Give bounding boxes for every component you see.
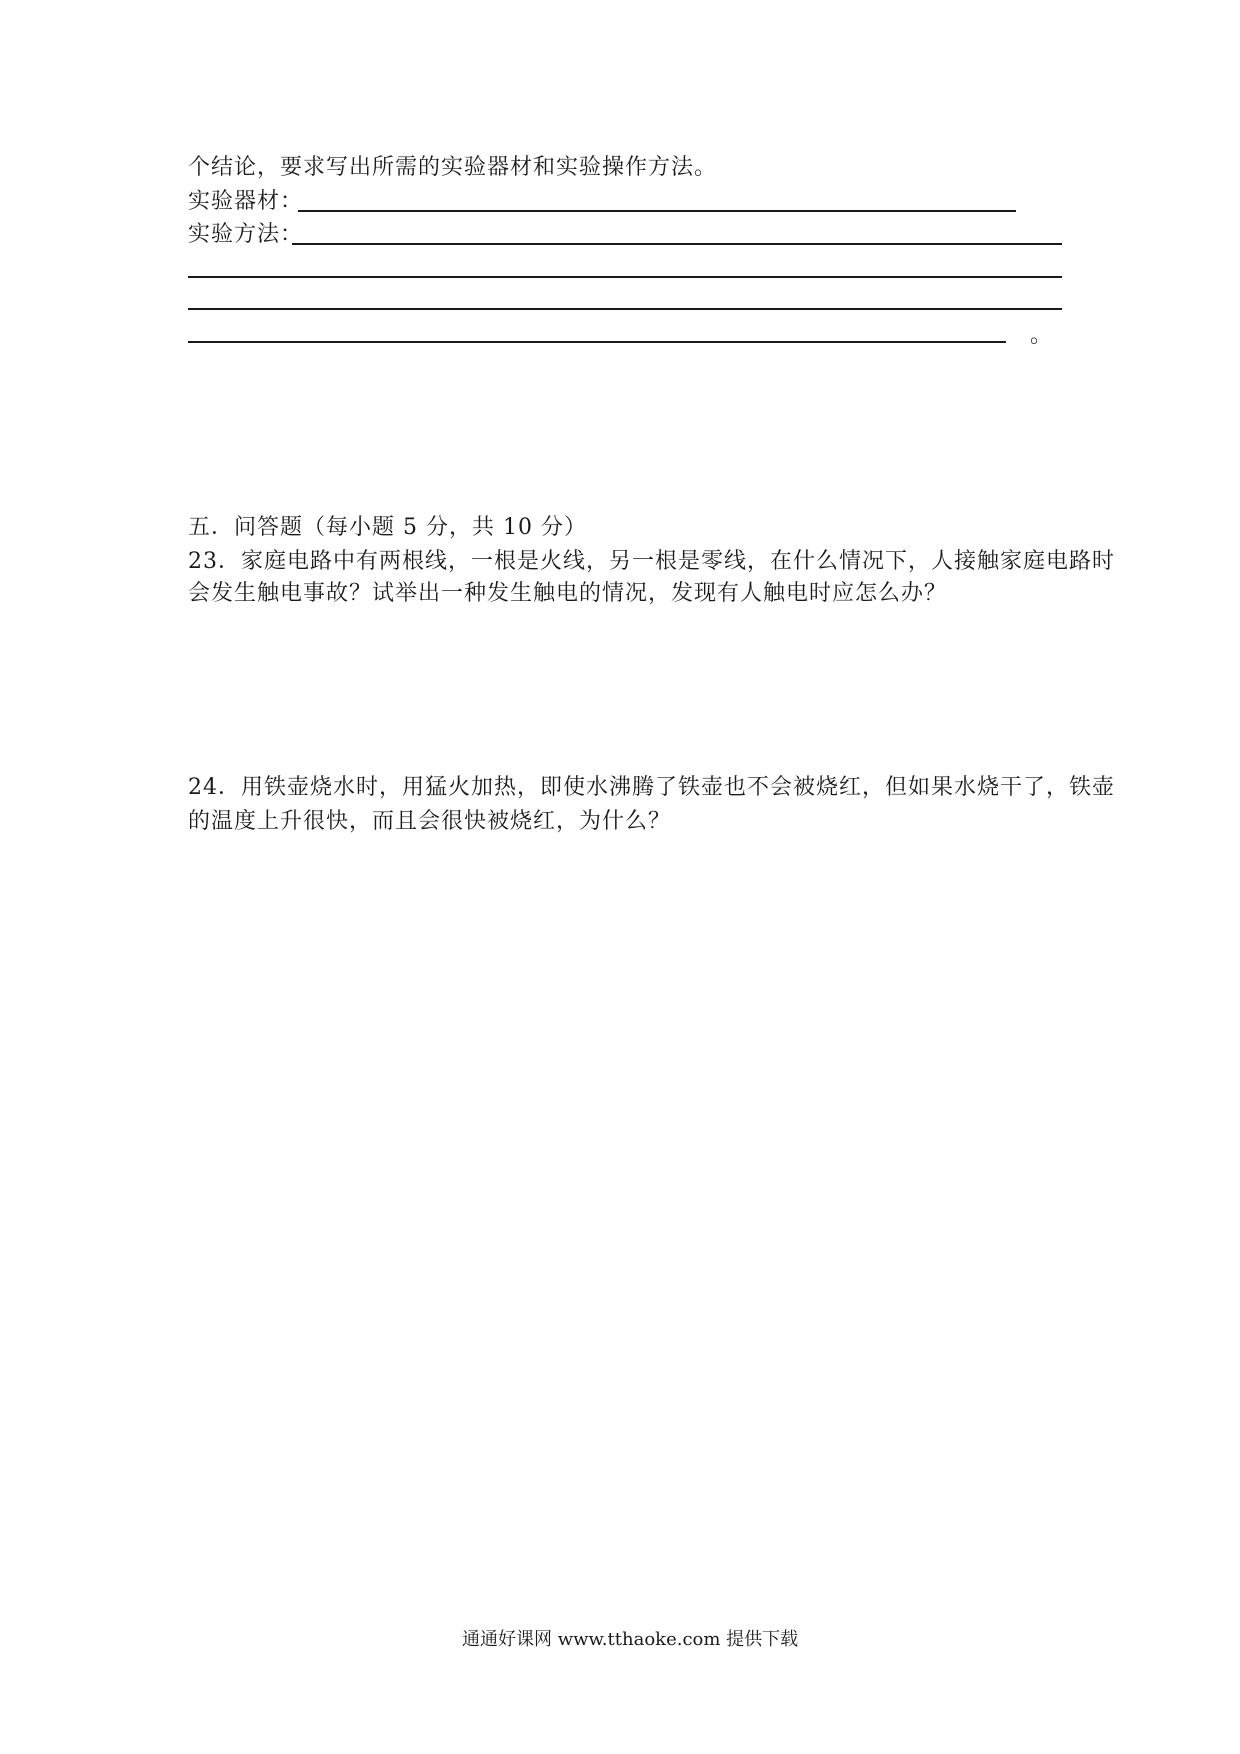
question-24-line-1: 24．用铁壶烧水时，用猛火加热，即使水沸腾了铁壶也不会被烧红，但如果水烧干了，铁壶 — [188, 775, 1115, 800]
intro-line: 个结论，要求写出所需的实验器材和实验操作方法。 — [188, 155, 718, 180]
section-five-heading: 五．问答题（每小题 5 分，共 10 分） — [188, 515, 587, 540]
question-24-line-2: 的温度上升很快，而且会很快被烧红，为什么？ — [188, 809, 672, 834]
method-answer-line-2[interactable] — [188, 276, 1062, 278]
question-23-line-1: 23．家庭电路中有两根线，一根是火线，另一根是零线，在什么情况下，人接触家庭电路时 — [188, 549, 1115, 574]
materials-label: 实验器材： — [188, 189, 304, 214]
question-23-line-2: 会发生触电事故？试举出一种发生触电的情况，发现有人触电时应怎么办？ — [188, 581, 948, 606]
closing-period: 。 — [1030, 323, 1054, 348]
method-label: 实验方法： — [188, 222, 304, 247]
materials-answer-line[interactable] — [298, 210, 1016, 212]
method-answer-line-3[interactable] — [188, 308, 1062, 310]
page-footer: 通通好课网 www.tthaoke.com 提供下载 — [462, 1629, 799, 1650]
method-answer-line-1[interactable] — [292, 243, 1062, 245]
method-answer-line-4[interactable] — [188, 341, 1006, 343]
